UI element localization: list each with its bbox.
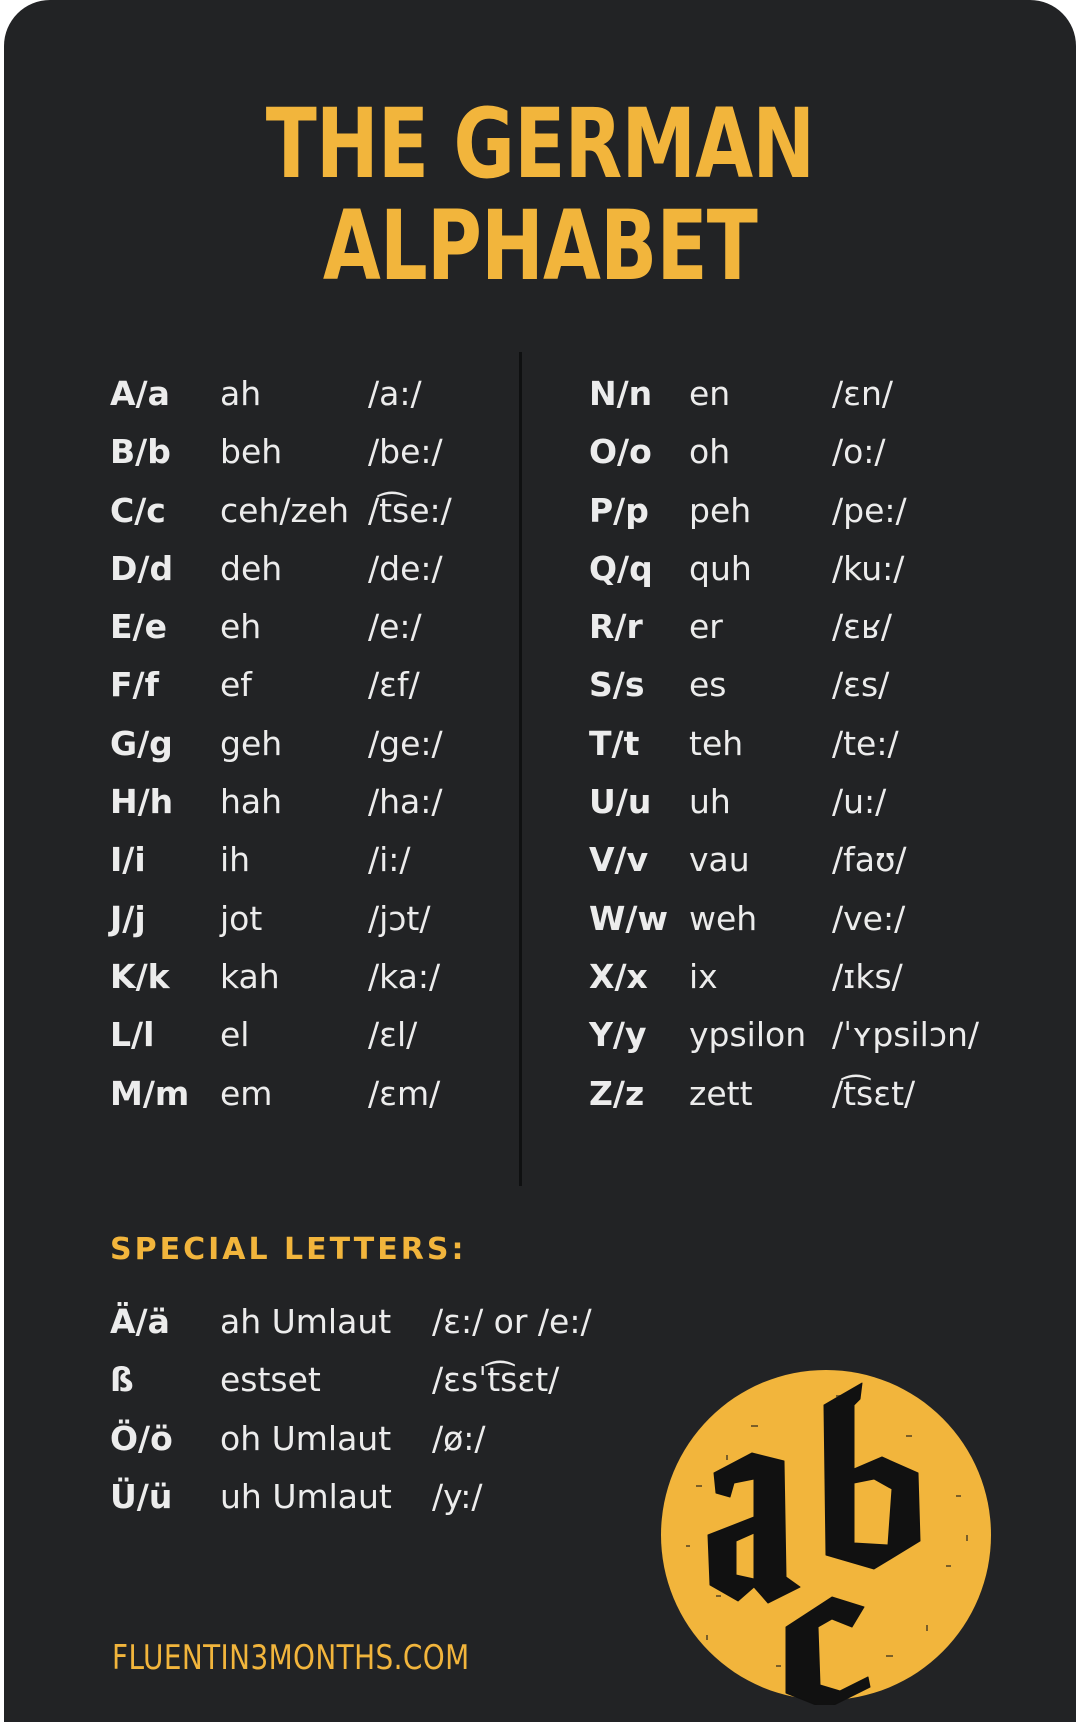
letter-name: el	[220, 1015, 250, 1055]
letter-ipa: /u:/	[832, 782, 887, 822]
letter-pair: Ü/ü	[110, 1476, 173, 1516]
letter-name: deh	[220, 548, 283, 588]
letter-ipa: /ge:/	[368, 723, 443, 763]
abc-blackletter-badge-icon	[656, 1365, 996, 1705]
letter-ipa: /ɛs/	[832, 665, 890, 705]
letter-name: ef	[220, 665, 252, 705]
letter-pair: V/v	[589, 840, 649, 880]
letter-name: weh	[689, 898, 758, 938]
letter-ipa: /be:/	[368, 432, 443, 472]
letter-pair: X/x	[589, 956, 648, 996]
footer-website: FLUENTIN3MONTHS.COM	[112, 1638, 470, 1678]
letter-pair: E/e	[110, 607, 167, 647]
letter-pair: W/w	[589, 898, 668, 938]
letter-ipa: /ɪks/	[832, 956, 903, 996]
letter-ipa: /faʊ/	[832, 840, 907, 880]
letter-ipa: /t͡se:/	[368, 490, 452, 530]
letter-name: uh Umlaut	[220, 1476, 392, 1516]
letter-ipa: /ø:/	[432, 1418, 486, 1458]
letter-name: oh	[689, 432, 731, 472]
letter-ipa: /ku:/	[832, 548, 905, 588]
letter-ipa: /ka:/	[368, 956, 441, 996]
letter-name: ah	[220, 374, 262, 413]
letter-pair: S/s	[589, 665, 645, 705]
letter-ipa: /de:/	[368, 548, 443, 588]
letter-pair: F/f	[110, 665, 159, 705]
letter-pair: ß	[110, 1360, 134, 1400]
letter-pair: B/b	[110, 432, 171, 472]
letter-name: jot	[220, 898, 263, 938]
letter-pair: U/u	[589, 782, 652, 822]
letter-ipa: /ve:/	[832, 898, 906, 938]
letter-pair: G/g	[110, 723, 173, 763]
letter-ipa: /te:/	[832, 723, 899, 763]
letter-name: estset	[220, 1360, 321, 1400]
letter-name: teh	[689, 723, 744, 763]
letter-name: en	[689, 374, 731, 413]
letter-name: zett	[689, 1073, 753, 1113]
letter-name: ix	[689, 956, 718, 996]
special-letters-heading: SPECIAL LETTERS:	[110, 1232, 467, 1267]
letter-pair: Q/q	[589, 548, 653, 588]
letter-ipa: /pe:/	[832, 490, 907, 530]
letter-ipa: /jɔt/	[368, 898, 431, 938]
page-title-line-2: ALPHABET	[322, 190, 758, 302]
letter-pair: Ö/ö	[110, 1418, 173, 1458]
letter-pair: T/t	[589, 723, 640, 763]
letter-ipa: /ɛ:/ or /e:/	[432, 1302, 592, 1341]
letter-pair: Y/y	[589, 1015, 647, 1055]
letter-ipa: /ɛm/	[368, 1073, 441, 1113]
letter-pair: O/o	[589, 432, 652, 472]
letter-ipa: /y:/	[432, 1476, 483, 1516]
letter-pair: Ä/ä	[110, 1302, 170, 1341]
letter-name: er	[689, 607, 723, 647]
letter-ipa: /ɛʁ/	[832, 607, 892, 647]
letter-ipa: /ha:/	[368, 782, 443, 822]
letter-ipa: /ɛf/	[368, 665, 420, 705]
letter-ipa: /t͡sɛt/	[832, 1073, 916, 1113]
page-title-line-1: THE GERMAN	[265, 88, 815, 200]
letter-pair: H/h	[110, 782, 174, 822]
letter-name: em	[220, 1073, 273, 1113]
letter-pair: I/i	[110, 840, 146, 880]
letter-ipa: /a:/	[368, 374, 422, 413]
letter-ipa: /e:/	[368, 607, 422, 647]
letter-pair: A/a	[110, 374, 170, 413]
letter-name: es	[689, 665, 727, 705]
letter-name: eh	[220, 607, 262, 647]
letter-name: vau	[689, 840, 750, 880]
letter-ipa: /ˈʏpsilɔn/	[832, 1015, 979, 1055]
letter-name: beh	[220, 432, 283, 472]
letter-name: uh	[689, 782, 731, 822]
letter-pair: L/l	[110, 1015, 155, 1055]
letter-pair: R/r	[589, 607, 643, 647]
letter-pair: D/d	[110, 548, 174, 588]
letter-ipa: /ɛsˈt͡sɛt/	[432, 1360, 560, 1400]
letter-ipa: /o:/	[832, 432, 886, 472]
letter-pair: K/k	[110, 956, 170, 996]
letter-ipa: /ɛl/	[368, 1015, 418, 1055]
letter-name: ceh/zeh	[220, 490, 350, 530]
letter-name: geh	[220, 723, 283, 763]
letter-pair: N/n	[589, 374, 653, 413]
letter-ipa: /ɛn/	[832, 374, 893, 413]
letter-pair: M/m	[110, 1073, 190, 1113]
letter-name: peh	[689, 490, 752, 530]
letter-name: kah	[220, 956, 280, 996]
letter-pair: C/c	[110, 490, 166, 530]
letter-pair: Z/z	[589, 1073, 645, 1113]
letter-name: quh	[689, 548, 752, 588]
column-divider	[519, 352, 522, 1186]
letter-pair: P/p	[589, 490, 649, 530]
letter-name: ah Umlaut	[220, 1302, 392, 1341]
letter-pair: J/j	[110, 898, 146, 938]
letter-name: oh Umlaut	[220, 1418, 392, 1458]
letter-name: ih	[220, 840, 251, 880]
letter-name: hah	[220, 782, 283, 822]
letter-ipa: /i:/	[368, 840, 411, 880]
letter-name: ypsilon	[689, 1015, 807, 1055]
